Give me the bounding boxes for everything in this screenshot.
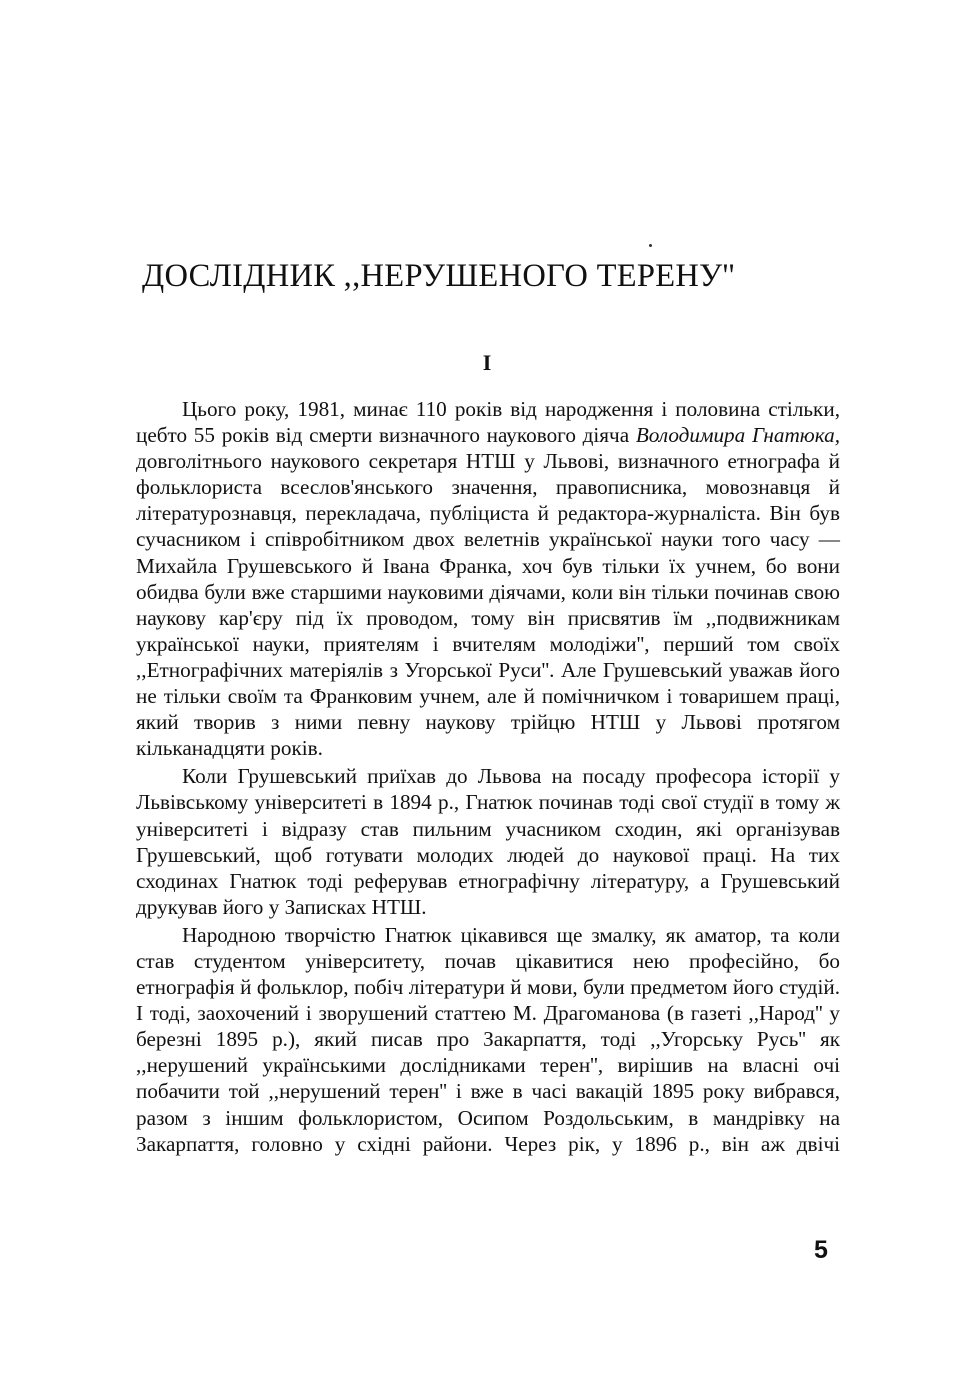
section-number: I — [482, 350, 492, 375]
paragraph-3 — [136, 922, 840, 1157]
paragraph-2-text: Коли Грушевський приїхав до Львова на посаду професора історії у Львівському університеті в 1894 р., Гнатюк починав тоді свої студії в тому ж університеті і відразу став пильним учасником сходин, які організував Грушевський, щоб готувати молодих людей до наукової праці. На тих сходинах Гнатюк тоді реферував етнографічну літературу, а Грушевський друкував його у Записках НТШ. — [136, 764, 840, 919]
page-number: 5 — [814, 1236, 828, 1264]
paragraph-1-text-start: Цього року, 1981, минає 110 років від народження і половина стільки, цебто 55 років від смерти визначного наукового діяча — [136, 397, 840, 448]
paragraph-1-italic-name: Володимира Гнатюка, — [635, 423, 840, 448]
paragraph-3-text: Народною творчістю Гнатюк цікавився ще змалку, як аматор, та коли став студентом університету, почав цікавитися нею професійно, бо етнографія й фольклор, побіч літератури й мови, були предметом його студій. І тоді, заохочений і зворушений статтею М. Драгоманова (в газеті ,,Народ'' у березні 1895 р.), який писав про Закарпаття, тоді ,,Угорську Русь'' як ,,нерушений українськими дослідниками терен'', вирішив на власні очі побачити той ,,нерушений терен'' і вже в часі вакацій 1895 року вибрався, разом з іншим фольклористом, Осипом Роздольським, в мандрівку на Закарпаття, головно у східні райони. Через рік, у 1896 р., він аж двічі — [136, 922, 840, 1156]
paragraph-1 — [136, 396, 840, 761]
chapter-title: ДОСЛІДНИК ,,НЕРУШЕНОГО ТЕРЕНУ'' — [142, 258, 735, 294]
print-speck — [649, 244, 652, 247]
paragraph-2 — [136, 763, 840, 920]
body-text — [136, 396, 840, 1157]
paragraph-1-text-end: довголітнього наукового секретаря НТШ у Львові, визначного етнографа й фольклориста всеслов'янського значення, правописника, мовознавця й літературознавця, перекладача, публіциста й редактора-журналіста. Він був сучасником і співробітником двох велетнів української науки того часу — Михайла Грушевського й Івана Франка, хоч був тільки їх учнем, бо вони обидва були вже старшими науковими діячами, коли він тільки починав свою наукову кар'єру під їх проводом, тому він присвятив їм ,,подвижникам української науки, приятелям і вчителям молодіжи'', перший том своїх ,,Етнографічних матеріялів з Угорської Руси''. Але Грушевський уважав його не тільки своїм та Франковим учнем, але й помічничком і товаришем праці, який творив з ними певну наукову трійцю НТШ у Львові протягом кільканадцяти років. — [136, 449, 840, 761]
